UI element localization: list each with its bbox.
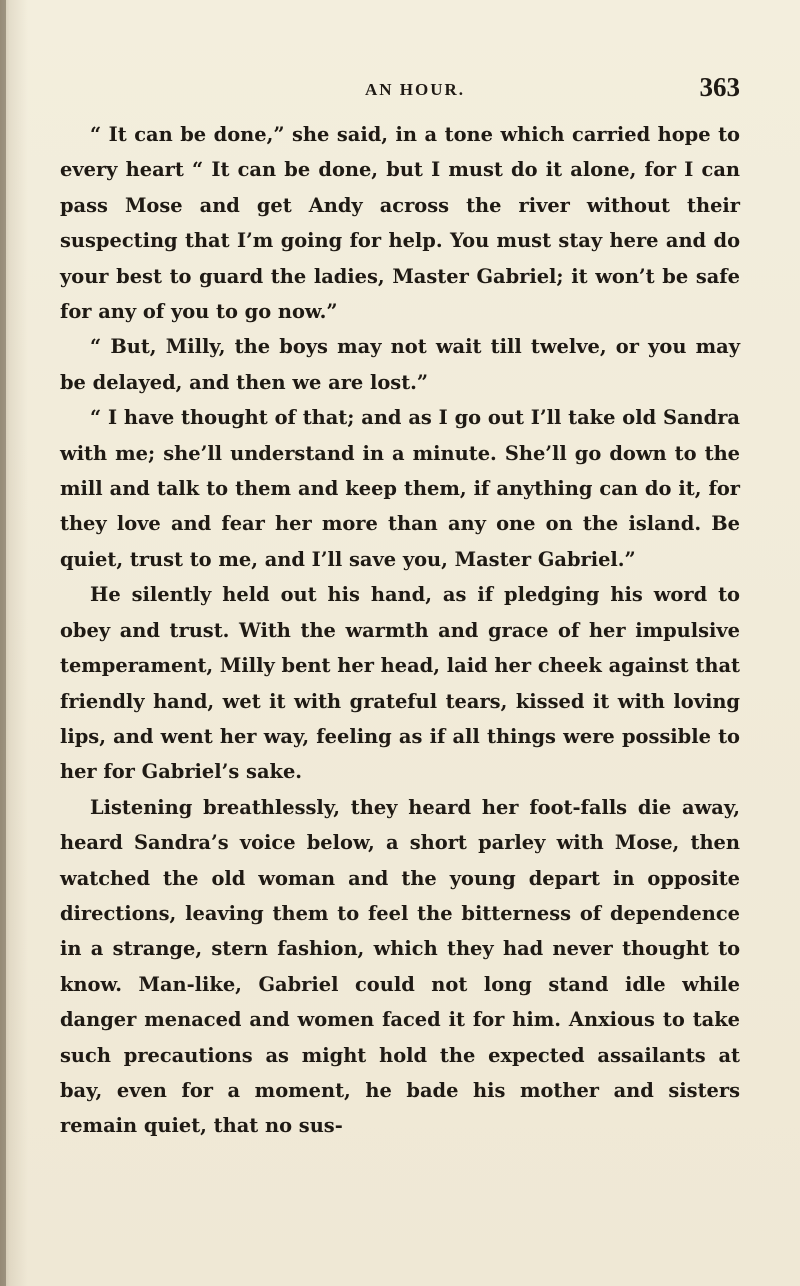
paragraph: “ But, Milly, the boys may not wait till twelve, or you may be delayed, and then we are lost.” [60,335,740,394]
paragraph: He silently held out his hand, as if pledging his word to obey and trust. With the warmth and grace of her impulsive temperament, Milly bent her head, laid her cheek against that friendly hand, wet it with grateful tears, kissed it with loving lips, and went her way, feeling as if all things were possible to her for Gabriel’s sake. [60,583,740,784]
body-text [60,117,740,1144]
page-number: 363 [699,72,740,102]
running-head: AN HOUR. [364,80,466,99]
paragraph: “ I have thought of that; and as I go out I’ll take old Sandra with me; she’ll understand in a minute. She’ll go down to the mill and talk to them and keep them, if anything can do it, for they love and fear her more than any one on the island. Be quiet, trust to me, and I’ll save you, Master Gabriel.” [60,406,740,571]
paragraph: Listening breathlessly, they heard her foot-falls die away, heard Sandra’s voice below, a short parley with Mose, then watched the old woman and the young depart in opposite directions, leaving them to feel the bitterness of dependence in a strange, stern fashion, which they had never thought to know. Man-like, Gabriel could not long stand idle while danger menaced and women faced it for him. Anxious to take such precautions as might hold the expected assailants at bay, even for a moment, he bade his mother and sisters remain quiet, that no sus- [60,795,740,1138]
paragraph: “ It can be done,” she said, in a tone which carried hope to every heart “ It can be done, but I must do it alone, for I can pass Mose and get Andy across the river without their suspecting that I’m going for help. You must stay here and do your best to guard the ladies, Master Gabriel; it won’t be safe for any of you to go now.” [60,123,740,324]
page-header [90,72,740,112]
binding-edge [0,0,6,1286]
